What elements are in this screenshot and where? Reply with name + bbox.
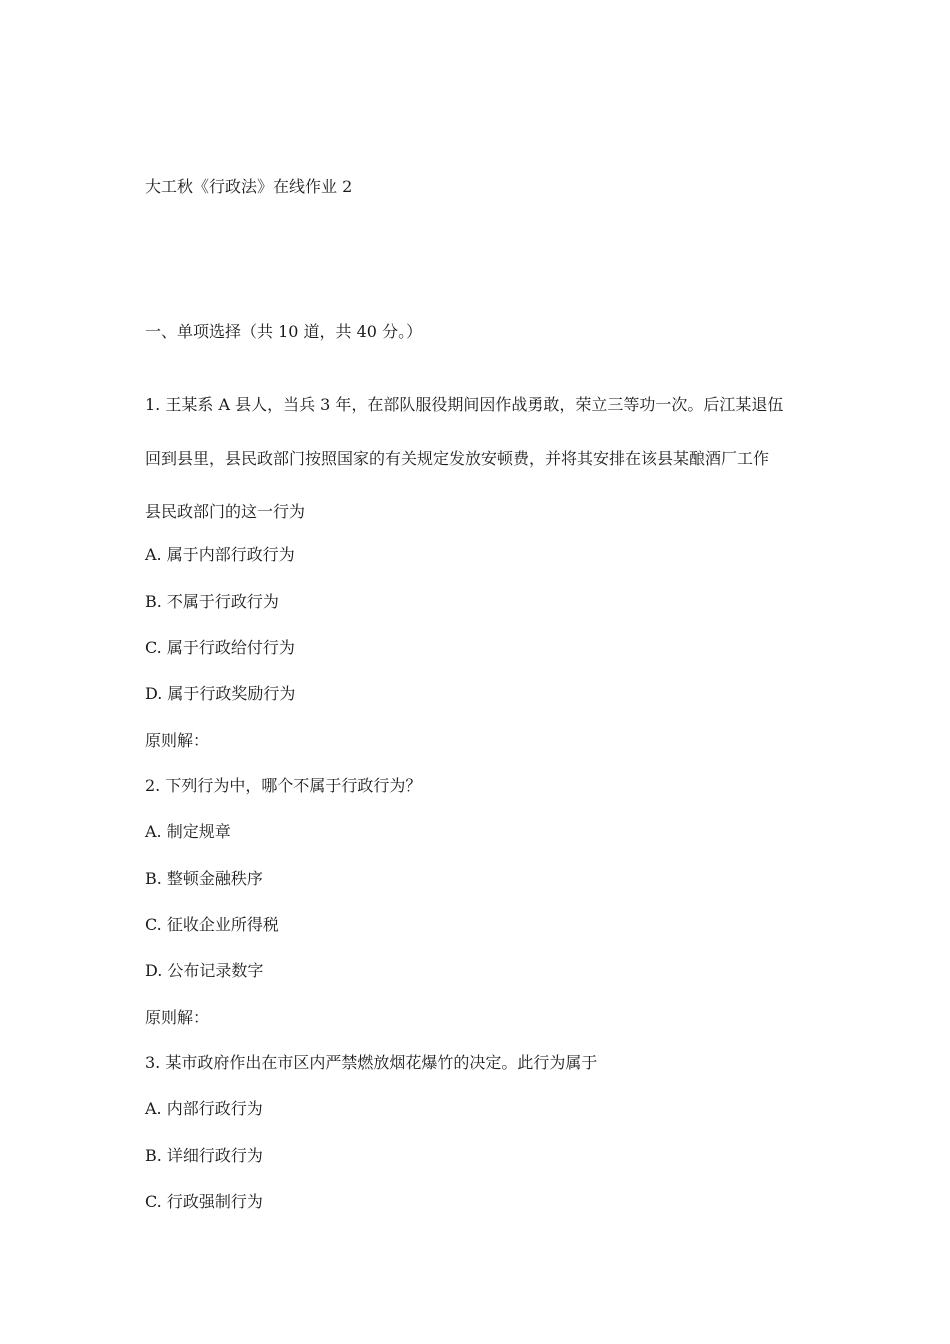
question-1-option-d: D. 属于行政奖励行为 (145, 684, 296, 703)
question-1-stem-line-3: 县民政部门的这一行为 (145, 502, 306, 521)
question-1-option-b: B. 不属于行政行为 (145, 592, 279, 611)
question-2-option-d: D. 公布记录数字 (145, 961, 264, 980)
question-1-option-a: A. 属于内部行政行为 (145, 545, 295, 564)
question-3-option-b: B. 详细行政行为 (145, 1146, 263, 1165)
question-1-stem-line-2: 回到县里，县民政部门按照国家的有关规定发放安顿费，并将其安排在该县某酿酒厂工作 (145, 449, 770, 468)
document-title: 大工秋《行政法》在线作业 2 (145, 177, 353, 196)
question-2-option-c: C. 征收企业所得税 (145, 915, 279, 934)
question-3-option-c: C. 行政强制行为 (145, 1192, 263, 1211)
question-2-stem: 2. 下列行为中，哪个不属于行政行为？ (145, 776, 422, 795)
question-1-stem-line-1: 1. 王某系 A 县人，当兵 3 年，在部队服役期间因作战勇敢，荣立三等功一次。后江某退伍 (145, 395, 784, 414)
question-2-option-b: B. 整顿金融秩序 (145, 869, 263, 888)
question-2-option-a: A. 制定规章 (145, 822, 231, 841)
question-3-stem: 3. 某市政府作出在市区内严禁燃放烟花爆竹的决定。此行为属于 (145, 1053, 598, 1072)
question-2-answer-label: 原则解： (145, 1008, 210, 1027)
question-3-option-a: A. 内部行政行为 (145, 1099, 263, 1118)
question-1-option-c: C. 属于行政给付行为 (145, 638, 295, 657)
section-heading: 一、单项选择（共 10 道，共 40 分。） (145, 322, 423, 341)
question-1-answer-label: 原则解： (145, 731, 210, 750)
